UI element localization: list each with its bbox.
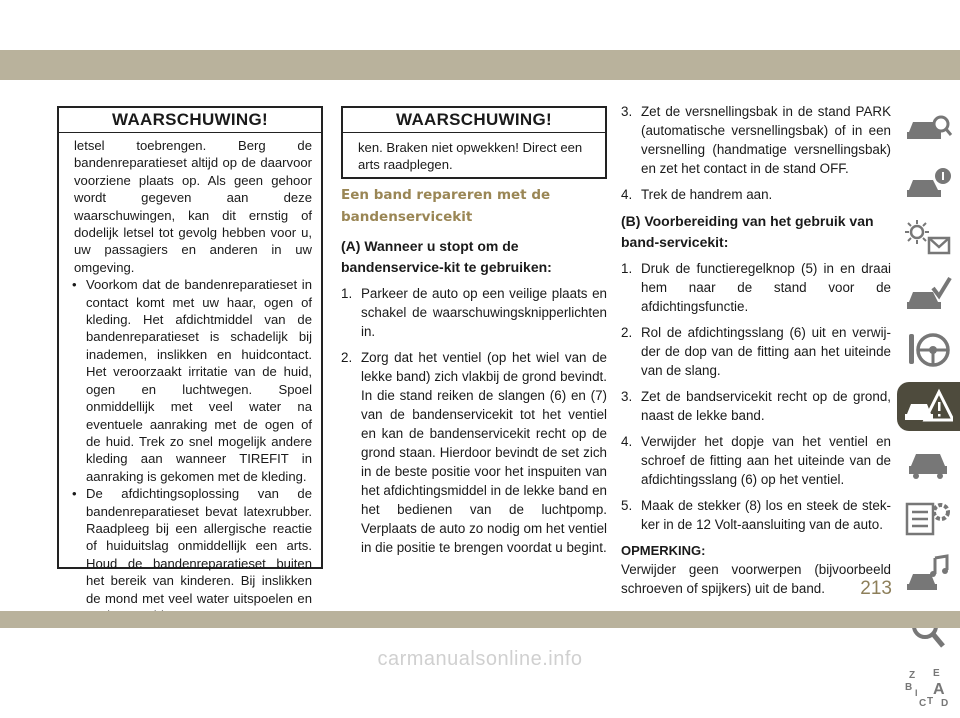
step-text: Maak de stekker (8) los en steek de stek-ker in de 12 Volt-aansluiting van de auto.	[641, 498, 891, 532]
index-letter: A	[933, 681, 945, 698]
specs-gear-icon	[903, 498, 953, 538]
subheading-a: (A) Wanneer u stopt om de bandenservice-kit te gebruiken:	[341, 238, 552, 275]
warning-bullet: • Voorkom dat de bandenreparatieset in contact komt met uw haar, ogen of kleding. Het afdichtmiddel van de bandenreparatieset is schadelijk bij inademen, inslikken en huidcontact. Het veroorzaakt irritatie van de huid, ogen en luchtwegen. Spoel onmiddellijk met veel water na eventuele aanraking met de ogen of de huid. Trek zo snel mogelijk andere kleding aan wanneer TIREFIT in aanraking is gekomen met de kleding.	[71, 276, 312, 485]
index-letter: C	[919, 698, 927, 709]
step-number: 3.	[621, 104, 633, 119]
warning-intro-text: letsel toebrengen. Berg de bandenreparatieset altijd op de daarvoor voorziene plaats op. Als geen gehoor wordt gegeven aan deze waarschuwingen, kan dit ernstig of dodelijk letsel tot gevolg hebben voor u, uw passagiers en anderen in uw omgeving.	[74, 138, 312, 275]
step-number: 5.	[621, 498, 633, 513]
index-letter: B	[905, 682, 913, 693]
index-letter: I	[915, 688, 918, 698]
step-text: Zet de versnellingsbak in de stand PARK (automatische versnellingsbak) of in een versnelling (handmatige versnellingsbak) en zet het contact in de stand OFF.	[641, 104, 891, 176]
step-number: 2.	[621, 325, 633, 340]
car-search-icon	[903, 106, 953, 146]
step-item	[341, 348, 607, 557]
car-check-icon	[903, 274, 953, 314]
step-item	[621, 496, 891, 534]
step-number: 4.	[621, 434, 633, 449]
step-text: Zorg dat het ventiel (op het wiel van de lekke band) zich vlakbij de grond bevindt. In die stand reiken de slangen (6) en (7) van de bandenservicekit tot het ventiel en kan de bandenservicekit recht op de grond staan. Hierdoor bevindt de set zich in de beste positie voor het inspuiten van het afdichtingsmiddel in de lekke band en het bedienen van de luchtpomp. Verplaats de auto zo nodig om het ventiel in die positie te brengen voordat u begint.	[361, 350, 607, 555]
page-number: 213	[860, 578, 892, 599]
chapter-tab[interactable]	[897, 494, 960, 543]
step-number: 1.	[341, 286, 353, 301]
subheading-b: (B) Voorbereiding van het gebruik van band-servicekit:	[621, 213, 874, 250]
step-text: Zet de bandservicekit recht op de grond, naast de lekke band.	[641, 389, 891, 423]
step-item	[621, 387, 891, 425]
chapter-tab[interactable]	[897, 102, 960, 151]
warning-body-text: ken. Braken niet opwekken! Direct een arts raadplegen.	[358, 140, 583, 173]
step-text: Parkeer de auto op een veilige plaats en schakel de waarschuwingsknipperlichten in.	[361, 286, 607, 339]
chapter-tab[interactable]	[897, 550, 960, 599]
step-item	[621, 323, 891, 380]
chapter-tab[interactable]	[897, 270, 960, 319]
warning-box-1	[57, 106, 323, 606]
chapter-tab[interactable]	[897, 326, 960, 375]
steering-wheel-icon	[903, 330, 953, 370]
warning-header: WAARSCHUWING!	[343, 108, 605, 133]
step-item	[621, 185, 891, 204]
note-body: Verwijder geen voorwerpen (bijvoorbeeld schroeven of spijkers) uit de band.	[621, 562, 891, 596]
column-2-content	[341, 236, 607, 564]
top-decorative-band	[0, 50, 960, 80]
step-number: 3.	[621, 389, 633, 404]
index-letter: T	[927, 696, 934, 707]
step-number: 1.	[621, 261, 633, 276]
step-item	[341, 284, 607, 341]
warning-bullet: • De afdichtingsoplossing van de bandenreparatieset bevat latexrubber. Raadpleeg bij een allergische reactie of huiduitslag onmiddellijk een arts. Houd de bandenreparatieset buiten het bereik van kinderen. Bij inslikken de mond met veel water uitspoelen en	[71, 485, 312, 624]
index-letter: Z	[909, 670, 916, 681]
step-number: 4.	[621, 187, 633, 202]
step-text: Druk de functieregelknop (5) in en draai hem naar de stand voor de afdichtingsfunctie.	[641, 261, 891, 314]
warning-lights-icon	[903, 218, 953, 258]
section-title-line: Een band repareren met de	[341, 187, 551, 203]
step-text: Verwijder het dopje van het ventiel en schroef de fitting aan het uiteinde van de afdichtingsslang (6) op het ventiel.	[641, 434, 891, 487]
index-letters-icon	[903, 666, 953, 710]
note-title: OPMERKING:	[621, 543, 706, 558]
watermark: carmanualsonline.info	[377, 648, 583, 670]
index-letter: E	[933, 668, 940, 679]
section-title	[341, 184, 609, 228]
warning-header: WAARSCHUWING!	[59, 108, 321, 133]
step-item	[621, 432, 891, 489]
car-info-icon	[903, 162, 953, 202]
step-item	[621, 102, 891, 178]
car-service-icon	[903, 442, 953, 482]
bottom-decorative-band	[0, 611, 960, 628]
step-number: 2.	[341, 350, 353, 365]
chapter-tab[interactable]	[897, 158, 960, 207]
step-item	[621, 259, 891, 316]
chapter-tab[interactable]	[897, 214, 960, 263]
section-title-line: bandenservicekit	[341, 209, 473, 225]
roadside-emergency-icon	[903, 386, 953, 426]
step-text: Rol de afdichtingsslang (6) uit en verwij-der de dop van de fitting aan het uiteinde van de slang.	[641, 325, 891, 378]
warning-box-2	[341, 106, 607, 179]
index-letter: D	[941, 698, 949, 709]
multimedia-icon	[903, 554, 953, 594]
chapter-tab-active[interactable]	[897, 382, 960, 431]
step-text: Trek de handrem aan.	[641, 187, 773, 202]
column-3-content	[621, 102, 891, 598]
chapter-tab[interactable]	[897, 438, 960, 487]
